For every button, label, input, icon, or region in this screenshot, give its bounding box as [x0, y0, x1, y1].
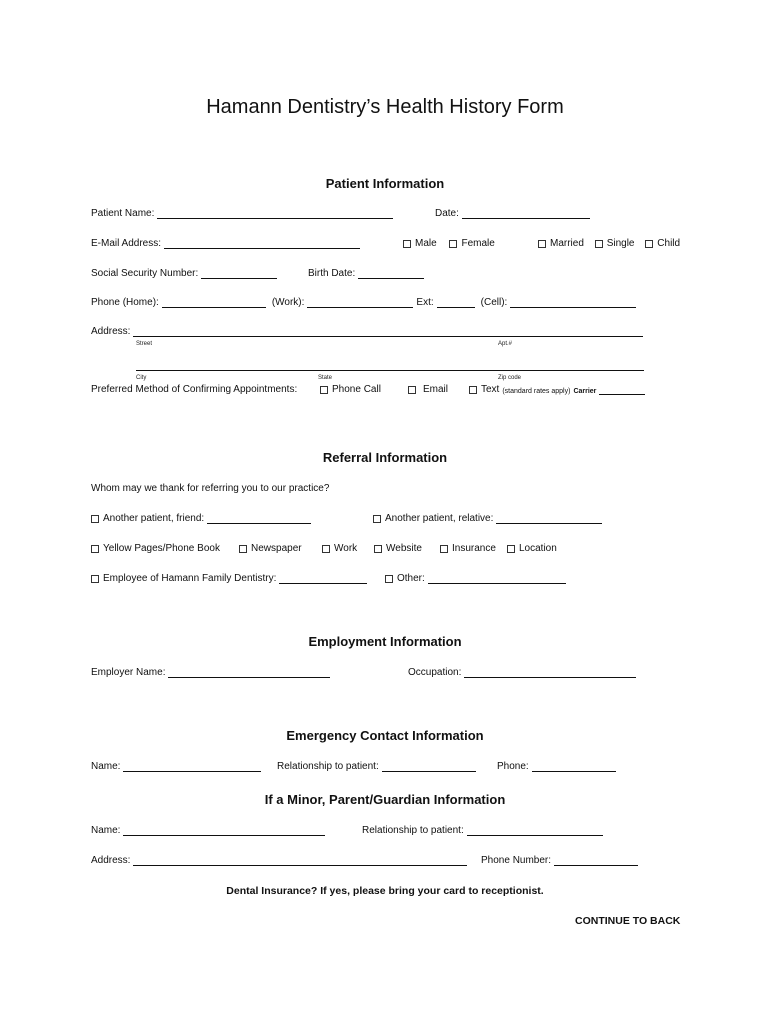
apt-caption: Apt.# [498, 341, 513, 347]
emergency-name-field[interactable] [91, 761, 261, 772]
emergency-name-input[interactable] [123, 761, 261, 772]
child-checkbox[interactable]: Child [645, 238, 680, 249]
checkbox-icon [403, 240, 411, 248]
emergency-relationship-field[interactable] [277, 761, 476, 772]
patient-info-heading: Patient Information [325, 176, 445, 191]
female-checkbox[interactable]: Female [449, 238, 494, 249]
insurance-note: Dental Insurance? If yes, please bring your card to receptionist. [226, 885, 544, 897]
guardian-address-label: Address: [91, 855, 131, 866]
married-checkbox[interactable]: Married [538, 238, 584, 249]
guardian-name-label: Name: [91, 825, 121, 836]
referral-source-work[interactable]: Work [322, 543, 357, 556]
checkbox-icon [449, 240, 457, 248]
occupation-input[interactable] [464, 667, 636, 678]
checkbox-icon [408, 386, 416, 394]
patient-name-label: Patient Name: [91, 208, 155, 219]
phone-call-option[interactable]: Phone Call [320, 384, 381, 397]
emergency-info-heading: Emergency Contact Information [286, 728, 484, 743]
address-label: Address: [91, 326, 131, 337]
preferred-method-row [91, 384, 297, 395]
date-label: Date: [435, 208, 459, 219]
referral-question: Whom may we thank for referring you to our practice? [91, 483, 330, 494]
checkbox-icon [538, 240, 546, 248]
checkbox-icon [440, 545, 448, 553]
guardian-phone-label: Phone Number: [481, 855, 552, 866]
text-rates-note: (standard rates apply) [502, 388, 571, 395]
employer-label: Employer Name: [91, 667, 166, 678]
phone-row [91, 297, 636, 308]
male-checkbox[interactable]: Male [403, 238, 437, 249]
referral-source-yellow-pages[interactable]: Yellow Pages/Phone Book [91, 543, 220, 556]
checkbox-icon [91, 515, 99, 523]
employee-referral-label: Employee of Hamann Family Dentistry: [103, 573, 277, 584]
phone-work-input[interactable] [307, 297, 413, 308]
checkbox-icon [373, 515, 381, 523]
referral-source-newspaper[interactable]: Newspaper [239, 543, 302, 556]
referral-source-location[interactable]: Location [507, 543, 557, 556]
preferred-method-label: Preferred Method of Confirming Appointments: [91, 384, 298, 395]
guardian-address-input[interactable] [133, 855, 467, 866]
other-referral-label: Other: [397, 573, 425, 584]
birth-date-field[interactable] [308, 268, 424, 279]
email-option[interactable]: Email [408, 384, 448, 397]
phone-cell-label: (Cell): [480, 297, 508, 308]
emergency-relationship-input[interactable] [382, 761, 476, 772]
checkbox-icon [322, 545, 330, 553]
checkbox-icon [91, 545, 99, 553]
email-input[interactable] [164, 238, 360, 249]
ext-label: Ext: [416, 297, 434, 308]
employee-referral-field[interactable] [91, 573, 367, 584]
phone-home-input[interactable] [162, 297, 266, 308]
carrier-label: Carrier [573, 388, 597, 395]
ext-input[interactable] [437, 297, 475, 308]
guardian-relationship-label: Relationship to patient: [362, 825, 464, 836]
minor-info-heading: If a Minor, Parent/Guardian Information [264, 792, 506, 807]
ssn-input[interactable] [201, 268, 277, 279]
occupation-label: Occupation: [408, 667, 462, 678]
checkbox-icon [374, 545, 382, 553]
single-checkbox[interactable]: Single [595, 238, 635, 249]
text-option[interactable]: Text (standard rates apply) Carrier [469, 384, 645, 395]
guardian-phone-field[interactable] [481, 855, 638, 866]
patient-friend-field[interactable] [91, 513, 311, 524]
occupation-field[interactable] [408, 667, 636, 678]
referral-info-heading: Referral Information [322, 450, 448, 465]
emergency-relationship-label: Relationship to patient: [277, 761, 379, 772]
sex-options [403, 238, 495, 251]
guardian-name-input[interactable] [123, 825, 325, 836]
checkbox-icon [91, 575, 99, 583]
patient-friend-input[interactable] [207, 513, 311, 524]
birth-date-label: Birth Date: [308, 268, 356, 279]
employee-referral-input[interactable] [279, 573, 367, 584]
zip-caption: Zip code [498, 375, 522, 381]
phone-work-label: (Work): [271, 297, 305, 308]
continue-to-back: CONTINUE TO BACK [575, 915, 681, 927]
address-city-input[interactable] [136, 369, 644, 371]
email-label: E-Mail Address: [91, 238, 162, 249]
page-title: Hamann Dentistry’s Health History Form [206, 96, 564, 118]
patient-friend-label: Another patient, friend: [103, 513, 205, 524]
emergency-phone-input[interactable] [532, 761, 616, 772]
guardian-phone-input[interactable] [554, 855, 638, 866]
checkbox-icon [645, 240, 653, 248]
referral-source-website[interactable]: Website [374, 543, 422, 556]
guardian-relationship-input[interactable] [467, 825, 603, 836]
checkbox-icon [507, 545, 515, 553]
address-street-input[interactable] [133, 326, 643, 337]
city-caption: City [136, 375, 147, 381]
checkbox-icon [595, 240, 603, 248]
birth-date-input[interactable] [358, 268, 424, 279]
emergency-phone-field[interactable] [497, 761, 616, 772]
patient-name-input[interactable] [157, 208, 393, 219]
address-field[interactable] [91, 326, 643, 337]
phone-cell-input[interactable] [510, 297, 636, 308]
employer-field[interactable] [91, 667, 330, 678]
guardian-address-field[interactable] [91, 855, 467, 866]
ssn-label: Social Security Number: [91, 268, 199, 279]
referral-source-insurance[interactable]: Insurance [440, 543, 496, 556]
phone-home-label: Phone (Home): [91, 297, 159, 308]
guardian-relationship-field[interactable] [362, 825, 603, 836]
state-caption: State [318, 375, 333, 381]
other-referral-input[interactable] [428, 573, 566, 584]
patient-relative-label: Another patient, relative: [385, 513, 494, 524]
checkbox-icon [469, 386, 477, 394]
ssn-field[interactable] [91, 268, 277, 279]
date-input[interactable] [462, 208, 590, 219]
checkbox-icon [239, 545, 247, 553]
street-caption: Street [136, 341, 153, 347]
emergency-name-label: Name: [91, 761, 121, 772]
patient-relative-input[interactable] [496, 513, 602, 524]
guardian-name-field[interactable] [91, 825, 325, 836]
carrier-input[interactable] [599, 384, 645, 395]
checkbox-icon [385, 575, 393, 583]
emergency-phone-label: Phone: [497, 761, 529, 772]
status-options [538, 238, 680, 251]
patient-relative-field[interactable] [373, 513, 602, 524]
date-field[interactable] [435, 208, 590, 219]
patient-name-field[interactable] [91, 208, 393, 219]
checkbox-icon [320, 386, 328, 394]
email-field[interactable] [91, 238, 360, 249]
other-referral-field[interactable] [385, 573, 566, 584]
employment-info-heading: Employment Information [308, 634, 462, 649]
employer-input[interactable] [168, 667, 330, 678]
